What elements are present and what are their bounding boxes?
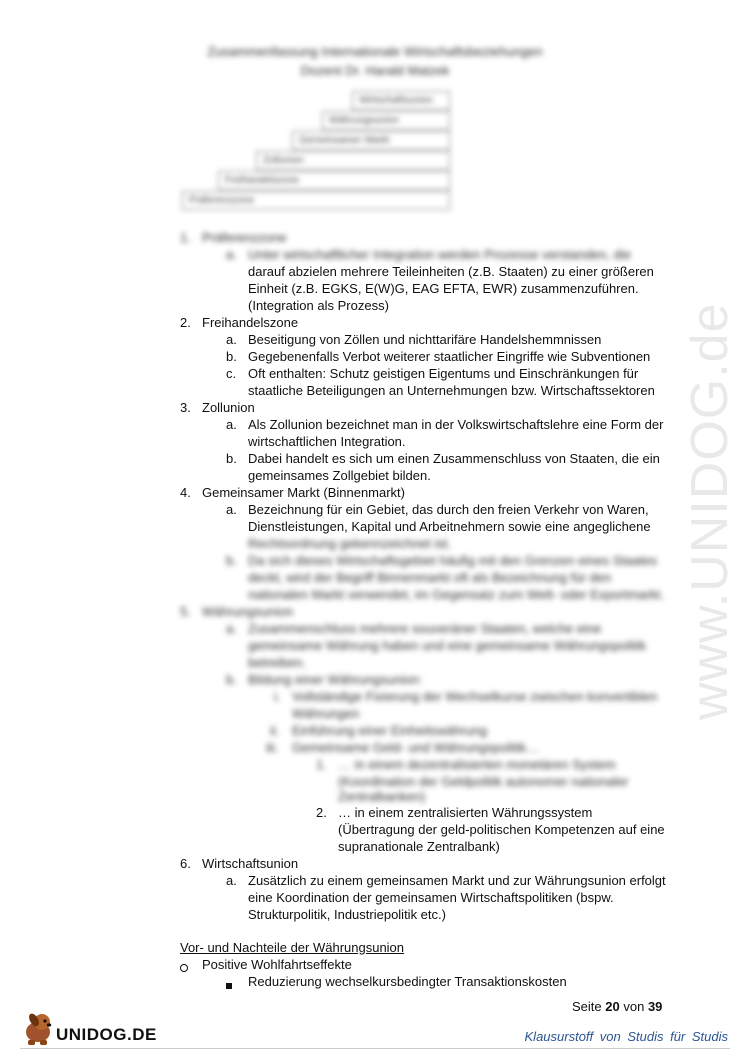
list-number: 6.: [180, 856, 191, 871]
list-roman: ii.: [270, 723, 280, 738]
section-title: Präferenzzone: [202, 230, 287, 245]
list-letter: a.: [226, 247, 237, 262]
list-number: 5.: [180, 604, 191, 619]
list-number: 2.: [316, 805, 327, 820]
stair-step: Präferenzzone: [182, 191, 450, 210]
circle-bullet-icon: [180, 959, 188, 976]
section-title: Währungsunion: [202, 604, 294, 619]
list-letter: b.: [226, 553, 237, 568]
list-letter: a.: [226, 332, 237, 347]
list-item-text: Zusätzlich zu einem gemeinsamen Markt und zur Währungsunion erfolgt: [248, 873, 666, 888]
page-current: 20: [605, 999, 620, 1014]
list-item-text: Währungen: [292, 706, 360, 721]
list-letter: b.: [226, 451, 237, 466]
watermark-text: www.UNIDOG.de: [681, 302, 739, 720]
list-item-text: Strukturpolitik, Industriepolitik etc.): [248, 907, 446, 922]
stair-step: Wirtschaftsunion: [352, 91, 450, 110]
stair-step: Zollunion: [256, 151, 450, 170]
section-title: Gemeinsamer Markt (Binnenmarkt): [202, 485, 405, 500]
list-letter: c.: [226, 366, 237, 381]
list-number: 1.: [180, 230, 191, 245]
list-number: 2.: [180, 315, 191, 330]
list-item-text: Einheit (z.B. EGKS, E(W)G, EAG EFTA, EWR) zusammenzuführen.: [248, 281, 639, 296]
list-item-text: deckt, wird der Begriff Binnenmarkt oft als Bezeichnung für den: [248, 570, 612, 585]
page-total: 39: [647, 999, 663, 1014]
list-item-text: Reduzierung wechselkursbedingter Transaktionskosten: [248, 974, 567, 989]
list-number: 4.: [180, 485, 191, 500]
footer-slogan: Klausurstoff von Studis für Studis: [524, 1029, 728, 1044]
list-item-text: Einführung einer Einheitswährung: [292, 723, 488, 738]
list-item-text: Da sich dieses Wirtschaftsgebiet häufig mit den Grenzen eines Staates: [248, 553, 657, 568]
subsection-heading: Vor- und Nachteile der Währungsunion: [180, 940, 405, 955]
page-of: von: [623, 999, 645, 1014]
section-title: Wirtschaftsunion: [202, 856, 299, 871]
stair-step: Freihandelszone: [218, 171, 450, 190]
list-letter: a.: [226, 417, 237, 432]
list-item-text: Bezeichnung für ein Gebiet, das durch den freien Verkehr von Waren,: [248, 502, 649, 517]
list-item-text: Gegebenenfalls Verbot weiterer staatlicher Eingriffe wie Subventionen: [248, 349, 651, 364]
list-roman: iii.: [266, 740, 279, 755]
list-item-text: Dabei handelt es sich um einen Zusammenschluss von Staaten, die ein: [248, 451, 660, 466]
list-item-text: Als Zollunion bezeichnet man in der Volkswirtschaftslehre eine Form der: [248, 417, 664, 432]
list-item-text: Rechtsordnung gekennzeichnet ist.: [248, 536, 452, 551]
list-item-text: Oft enthalten: Schutz geistigen Eigentums und Einschränkungen für: [248, 366, 639, 381]
list-item-text: Positive Wohlfahrtseffekte: [202, 957, 352, 972]
list-letter: b.: [226, 672, 237, 687]
list-letter: b.: [226, 349, 237, 364]
list-item-text: betreiben.: [248, 655, 306, 670]
stair-step: Gemeinsamer Markt: [292, 131, 450, 150]
footer-divider: [20, 1048, 730, 1049]
doc-subtitle: Dozent Dr. Harald Matzek: [300, 63, 450, 78]
page-label: Seite: [572, 999, 602, 1014]
list-item-text: Beseitigung von Zöllen und nichttarifäre Handelshemmnissen: [248, 332, 602, 347]
list-letter: a.: [226, 502, 237, 517]
list-item-text: (Übertragung der geld-politischen Kompetenzen auf eine: [338, 822, 665, 837]
list-item-text: Bildung einer Währungsunion:: [248, 672, 423, 687]
list-item-text: darauf abzielen mehrere Teileinheiten (z.B. Staaten) zu einer größeren: [248, 264, 654, 279]
list-item-text: staatliche Beteiligungen an Unternehmungen bzw. Wirtschaftssektoren: [248, 383, 655, 398]
list-item-text: … in einem zentralisierten Währungssystem: [338, 805, 593, 820]
list-item-text: (Koordination der Geldpolitik autonomer nationaler: [338, 774, 629, 789]
list-number: 3.: [180, 400, 191, 415]
list-item-text: (Integration als Prozess): [248, 298, 389, 313]
list-item-text: Zusammenschluss mehrere souveräner Staaten, welche eine: [248, 621, 602, 636]
list-item-text: Gemeinsame Geld- und Währungspolitik…: [292, 740, 540, 755]
section-title: Freihandelszone: [202, 315, 299, 330]
list-item-text: nationalen Markt verwendet, im Gegensatz zum Welt- oder Exportmarkt.: [248, 587, 664, 602]
list-item-text: Vollständige Fixierung der Wechselkurse zwischen konvertiblen: [292, 689, 658, 704]
list-letter: a.: [226, 621, 237, 636]
list-letter: a.: [226, 873, 237, 888]
list-item-text: wirtschaftlichen Integration.: [248, 434, 406, 449]
list-item-text: Unter wirtschaftlicher Integration werden Prozesse verstanden, die: [248, 247, 631, 262]
logo-text: UNIDOG.DE: [56, 1025, 157, 1044]
list-item-text: gemeinsame Währung haben und eine gemeinsame Währungspolitik: [248, 638, 647, 653]
list-item-text: Dienstleistungen, Kapital und Arbeitnehmern sowie eine angeglichene: [248, 519, 651, 534]
doc-title: Zusammenfassung Internationale Wirtschaftsbeziehungen: [207, 44, 543, 59]
list-item-text: supranationale Zentralbank): [338, 839, 500, 854]
dog-mascot-icon: [20, 1010, 58, 1048]
list-roman: i.: [274, 689, 281, 704]
stair-step: Währungsunion: [322, 111, 450, 130]
square-bullet-icon: [226, 976, 232, 993]
list-item-text: gemeinsames Zollgebiet bilden.: [248, 468, 431, 483]
page-number: [572, 999, 662, 1014]
section-title: Zollunion: [202, 400, 255, 415]
list-item-text: … in einem dezentralisierten monetären System: [338, 757, 616, 772]
list-item-text: eine Koordination der gemeinsamen Wirtschaftspolitiken (bspw.: [248, 890, 614, 905]
list-number: 1.: [316, 757, 327, 772]
unidog-logo: [20, 1010, 160, 1050]
list-item-text: Zentralbanken): [338, 789, 426, 804]
